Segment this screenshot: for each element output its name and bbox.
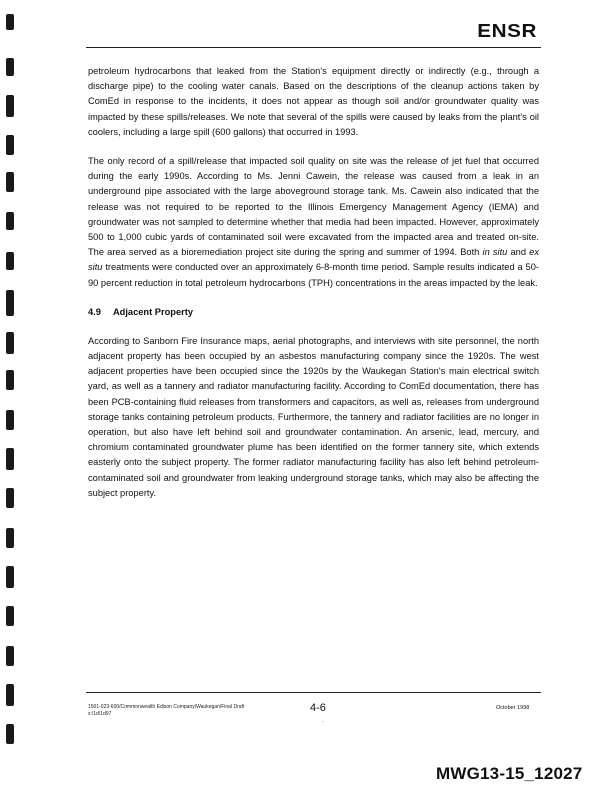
paragraph-jet-fuel-release: [88, 154, 539, 291]
paragraph-text: The only record of a spill/release that impacted soil quality on site was the release of jet fuel that occurred during the early 1990s. According to Ms. Jenni Cawein, the release was caused from a leak in an underground pipe associated with the large aboveground storage tank. Ms. Cawein also indicated that the release was not required to be reported to the Illinois Emergency Management Agency (IEMA) and groundwater was not sampled to determine whether that media had been impacted. However, approximately 500 to 1,000 cubic yards of contaminated soil were excavated from the impacted area and treated on-site. The area served as a bioremediation project site during the spring and summer of 1994. Both: [88, 156, 539, 258]
paragraph-text: treatments were conducted over an approximately 6-8-month time period. Sample results indicated a 50-90 percent reduction in total petroleum hydrocarbons (TPH) concentrations in the areas impacted by the leak.: [88, 262, 539, 288]
document-reference-line: 1501-023-600/Commonwealth Edison Company/Waukegan/Final Draft: [88, 704, 245, 710]
binder-mark: [6, 14, 14, 30]
binder-mark: [6, 488, 14, 508]
section-number: 4.9: [88, 306, 101, 317]
paragraph-oil-spills: petroleum hydrocarbons that leaked from the Station's equipment directly or indirectly (e.g., through a discharge pipe) to the cooling water canals. Based on the descriptions of the cleanup actions taken by ComEd in response to the incidents, it does not appear as though soil and/or groundwater quality was impacted by these spills/releases. We note that several of the spills were caused by leaks from the plant's oil coolers, including a large spill (600 gallons) that occurred in 1993.: [88, 66, 539, 137]
document-reference-line: s:\1d\1d97: [88, 711, 112, 717]
ex-situ-term: ex situ: [88, 247, 539, 273]
binder-mark: [6, 332, 14, 354]
binder-mark: [6, 646, 14, 666]
company-logo: ENSR: [477, 21, 537, 41]
binder-mark: [6, 724, 14, 744]
document-reference: [88, 704, 244, 718]
binder-mark: [6, 606, 14, 626]
paragraph-text: and: [507, 247, 530, 258]
binder-mark: [6, 370, 14, 390]
binder-mark: [6, 58, 14, 76]
binder-mark: [6, 252, 14, 270]
footer-date: October 1998: [496, 705, 530, 711]
section-title: Adjacent Property: [112, 306, 194, 317]
binder-mark: [6, 212, 14, 230]
footer-dot: ·: [322, 719, 324, 725]
section-heading: [88, 305, 539, 320]
binder-mark: [6, 135, 14, 155]
bates-number: MWG13-15_12027: [436, 764, 583, 783]
binder-mark: [6, 290, 14, 316]
binder-mark: [6, 95, 14, 117]
binder-mark: [6, 172, 14, 192]
paragraph-adjacent-property: According to Sanborn Fire Insurance maps, aerial photographs, and interviews with site personnel, the north adjacent property has been occupied by an asbestos manufacturing company since the 1920s. The west adjacent properties have been occupied since the 1920s by the Waukegan Station's main electrical switch yard, as well as a tannery and radiator manufacturing facility. According to ComEd documentation, there has been PCB-containing fluid releases from transformers and capacitors, as well as, releases from underground storage tanks containing petroleum products. Furthermore, the tannery and radiator facilities are no longer in operation, but also have left behind soil and groundwater contamination. An arsenic, lead, mercury, and chromium contaminated groundwater plume has been identified on the former tannery site, which extends easterly onto the subject property. The former radiator manufacturing facility has also left behind petroleum-contaminated soil and groundwater from leaking underground storage tanks, which may also be affecting the subject property.: [88, 335, 539, 498]
binder-mark: [6, 566, 14, 588]
header-rule: [86, 47, 541, 48]
binder-mark: [6, 448, 14, 470]
binder-mark: [6, 684, 14, 706]
page-number: 4-6: [310, 702, 326, 714]
footer-rule: [86, 692, 541, 693]
page-body: [88, 64, 539, 501]
binder-mark: [6, 528, 14, 548]
in-situ-term: in situ: [482, 247, 508, 258]
binder-mark: [6, 410, 14, 430]
